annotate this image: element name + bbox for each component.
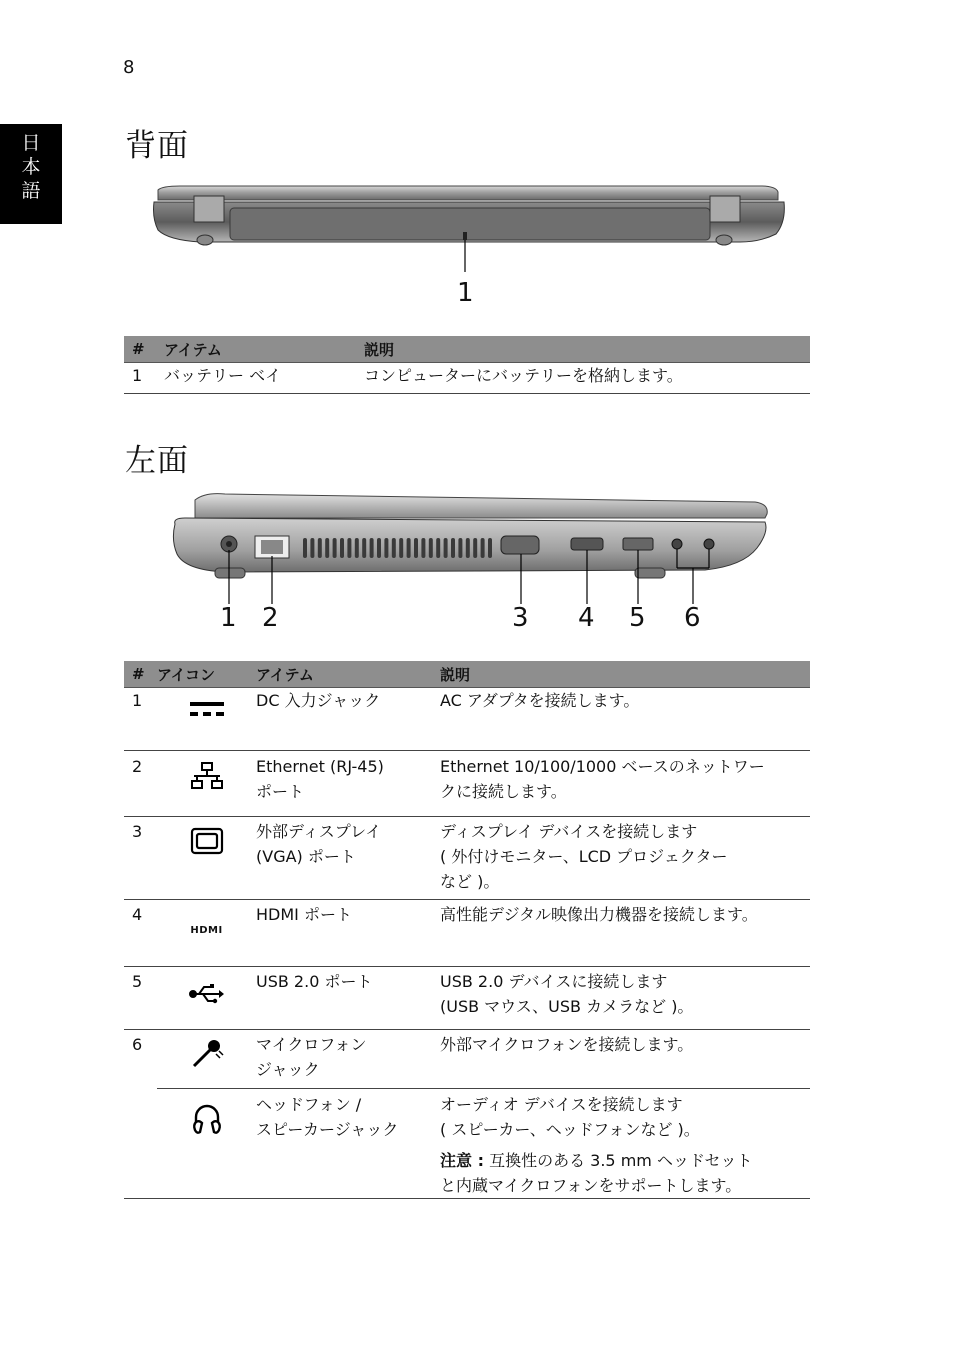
row-item: バッテリー ベイ <box>164 363 364 394</box>
row-description-line: AC アダプタを接続します。 <box>440 691 640 710</box>
left-callout-number: 6 <box>684 603 701 633</box>
row-item-line: ジャック <box>256 1060 320 1079</box>
rear-spec-table <box>124 336 810 394</box>
row-item-line: スピーカージャック <box>256 1120 399 1139</box>
table-row <box>124 363 810 394</box>
vga-icon <box>190 827 224 862</box>
vent-slot <box>458 538 462 558</box>
row-number: 1 <box>124 363 164 394</box>
vent-slot <box>340 538 344 558</box>
left-callout-number: 4 <box>578 603 595 633</box>
table-header: アイコン <box>157 661 256 688</box>
vent-slot <box>333 538 337 558</box>
table-header: アイテム <box>256 661 440 688</box>
vent-slot <box>392 538 396 558</box>
row-description-line: など )。 <box>440 872 500 891</box>
row-item-line: HDMI ポート <box>256 905 352 924</box>
vent-slot <box>466 538 470 558</box>
row-description-line: USB 2.0 デバイスに接続します <box>440 972 668 991</box>
left-heading: 左面 <box>125 443 189 479</box>
row-item-line: DC 入力ジャック <box>256 691 381 710</box>
vent-slot <box>481 538 485 558</box>
vent-slot <box>436 538 440 558</box>
vent-slot <box>473 538 477 558</box>
ethernet-icon <box>190 761 224 798</box>
table-row <box>124 817 810 900</box>
row-description-line: クに接続します。 <box>440 782 567 801</box>
vent-slot <box>414 538 418 558</box>
row-description-line: オーディオ デバイスを接続します <box>440 1095 683 1114</box>
vent-slot <box>399 538 403 558</box>
table-row <box>124 1030 810 1089</box>
left-spec-table <box>124 661 810 1199</box>
row-description-line: 外部マイクロフォンを接続します。 <box>440 1035 694 1054</box>
left-callout-number: 3 <box>512 603 529 633</box>
usb-icon <box>189 983 225 1012</box>
table-row <box>124 900 810 967</box>
vent-slot <box>444 538 448 558</box>
row-number: 2 <box>124 751 157 817</box>
vent-slot <box>407 538 411 558</box>
left-callout-number: 5 <box>629 603 646 633</box>
language-tab-char: 日 <box>21 132 41 154</box>
vent-slot <box>318 538 322 558</box>
note-label: 注意 : <box>440 1151 484 1170</box>
table-header: # <box>124 336 164 363</box>
table-row <box>124 1089 810 1199</box>
row-item-line: マイクロフォン <box>256 1035 367 1054</box>
row-description-line: Ethernet 10/100/1000 ベースのネットワー <box>440 757 765 776</box>
row-item-line: (VGA) ポート <box>256 847 356 866</box>
left-view-illustration <box>165 488 775 608</box>
vent-slot <box>303 538 307 558</box>
rear-view-illustration <box>150 182 790 272</box>
vent-slot <box>488 538 492 558</box>
table-header: # <box>124 661 157 688</box>
row-number: 6 <box>132 1035 143 1054</box>
row-number: 4 <box>124 900 157 967</box>
vent-slot <box>377 538 381 558</box>
row-item-line: USB 2.0 ポート <box>256 972 373 991</box>
dc-in-icon <box>189 698 225 729</box>
vent-slot <box>347 538 351 558</box>
vent-slot <box>362 538 366 558</box>
row-number: 3 <box>124 817 157 900</box>
table-row <box>124 751 810 817</box>
language-tab-char: 語 <box>21 180 41 202</box>
row-description-line: ディスプレイ デバイスを接続します <box>440 822 698 841</box>
row-item-line: ヘッドフォン / <box>256 1095 362 1114</box>
vent-slot <box>325 538 329 558</box>
table-header: 説明 <box>364 336 810 363</box>
row-number: 5 <box>124 967 157 1030</box>
hdmi-icon: HDMI <box>190 925 223 936</box>
row-note-line <box>440 1148 810 1173</box>
row-item-line: 外部ディスプレイ <box>256 822 382 841</box>
row-description-line: (USB マウス、USB カメラなど )。 <box>440 997 694 1016</box>
table-header: 説明 <box>440 661 810 688</box>
table-row <box>124 688 810 751</box>
row-item-line: ポート <box>256 782 305 801</box>
microphone-icon <box>190 1036 224 1077</box>
rear-callout-number: 1 <box>457 278 474 308</box>
vent-slot <box>429 538 433 558</box>
note-text: 互換性のある 3.5 mm ヘッドセット <box>489 1151 753 1170</box>
vent-slot <box>384 538 388 558</box>
row-description: コンピューターにバッテリーを格納します。 <box>364 363 810 394</box>
rear-heading: 背面 <box>125 128 189 164</box>
row-description-line: ( スピーカー、ヘッドフォンなど )。 <box>440 1120 700 1139</box>
left-callout-number: 2 <box>262 603 279 633</box>
language-tab-char: 本 <box>21 156 41 178</box>
row-description-line: ( 外付けモニター、LCD プロジェクター <box>440 847 728 866</box>
vent-slot <box>310 538 314 558</box>
headphones-icon <box>191 1101 223 1142</box>
table-header: アイテム <box>164 336 364 363</box>
page-number: 8 <box>123 57 135 78</box>
row-description-line: 高性能デジタル映像出力機器を接続します。 <box>440 905 758 924</box>
vent-slot <box>370 538 374 558</box>
row-note-line: と内蔵マイクロフォンをサポートします。 <box>440 1176 742 1195</box>
left-callout-number: 1 <box>220 603 237 633</box>
vent-slot <box>355 538 359 558</box>
vent-slot <box>451 538 455 558</box>
row-number: 1 <box>124 688 157 751</box>
table-row <box>124 967 810 1030</box>
vent-slot <box>421 538 425 558</box>
language-tab <box>0 124 62 224</box>
row-number <box>124 1089 157 1199</box>
row-item-line: Ethernet (RJ-45) <box>256 757 384 776</box>
